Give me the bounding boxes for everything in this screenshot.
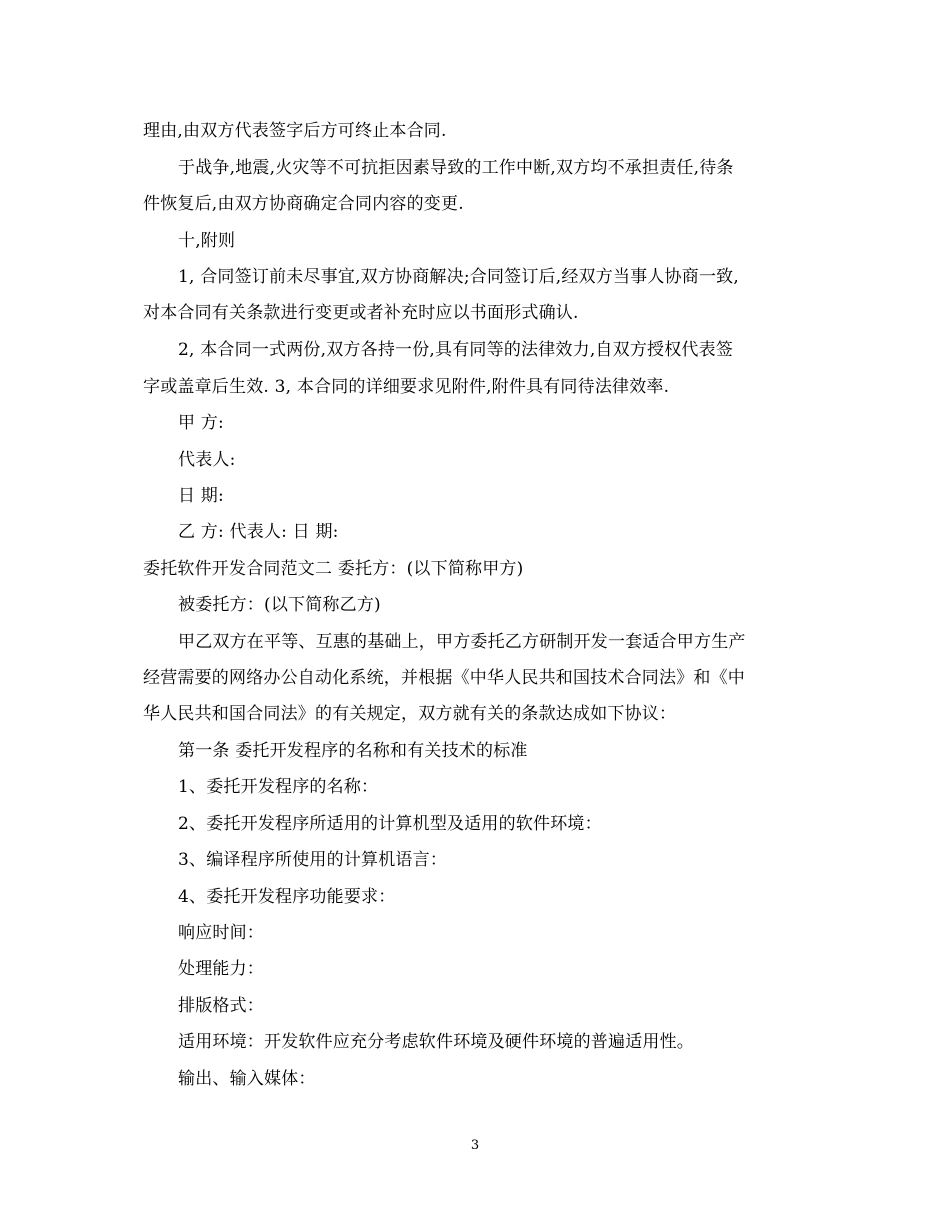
text-line: 于战争,地震,火灾等不可抗拒因素导致的工作中断,双方均不承担责任,待条 xyxy=(178,158,734,178)
field-label: 处理能力： xyxy=(178,959,264,979)
field-label: 响应时间： xyxy=(178,923,264,943)
representative-label: 代表人: xyxy=(178,450,236,470)
page-number: 3 xyxy=(470,1138,480,1153)
text-line: 被委托方：(以下简称乙方) xyxy=(178,595,381,615)
section-heading: 十,附则 xyxy=(178,231,236,251)
list-item: 2、委托开发程序所适用的计算机型及适用的软件环境： xyxy=(178,814,602,834)
text-line: 甲乙双方在平等、互惠的基础上，甲方委托乙方研制开发一套适合甲方生产 xyxy=(178,632,746,652)
text-line: 经营需要的网络办公自动化系统，并根据《中华人民共和国技术合同法》和《中 xyxy=(143,668,745,688)
text-line: 件恢复后,由双方协商确定合同内容的变更. xyxy=(143,194,464,214)
contract-title-line: 委托软件开发合同范文二 委托方：(以下简称甲方) xyxy=(143,559,524,579)
text-line: 对本合同有关条款进行变更或者补充时应以书面形式确认. xyxy=(143,303,579,323)
party-b-line: 乙 方: 代表人: 日 期: xyxy=(178,522,339,542)
text-line: 2, 本合同一式两份,双方各持一份,具有同等的法律效力,自双方授权代表签 xyxy=(178,340,734,360)
text-line: 华人民共和国合同法》的有关规定，双方就有关的条款达成如下协议： xyxy=(143,704,677,724)
article-heading: 第一条 委托开发程序的名称和有关技术的标准 xyxy=(178,741,528,761)
list-item: 1、委托开发程序的名称： xyxy=(178,777,379,797)
text-line: 适用环境：开发软件应充分考虑软件环境及硬件环境的普遍适用性。 xyxy=(178,1032,694,1052)
field-label: 排版格式： xyxy=(178,996,264,1016)
list-item: 4、委托开发程序功能要求： xyxy=(178,887,396,907)
field-label: 输出、输入媒体： xyxy=(178,1069,316,1089)
text-line: 字或盖章后生效. 3, 本合同的详细要求见附件,附件具有同待法律效率. xyxy=(143,377,670,397)
text-line: 1, 合同签订前未尽事宜,双方协商解决;合同签订后,经双方当事人协商一致, xyxy=(178,267,739,287)
date-label: 日 期: xyxy=(178,486,224,506)
text-line: 理由,由双方代表签字后方可终止本合同. xyxy=(143,121,447,141)
list-item: 3、编译程序所使用的计算机语言： xyxy=(178,850,448,870)
party-a-label: 甲 方: xyxy=(178,413,224,433)
